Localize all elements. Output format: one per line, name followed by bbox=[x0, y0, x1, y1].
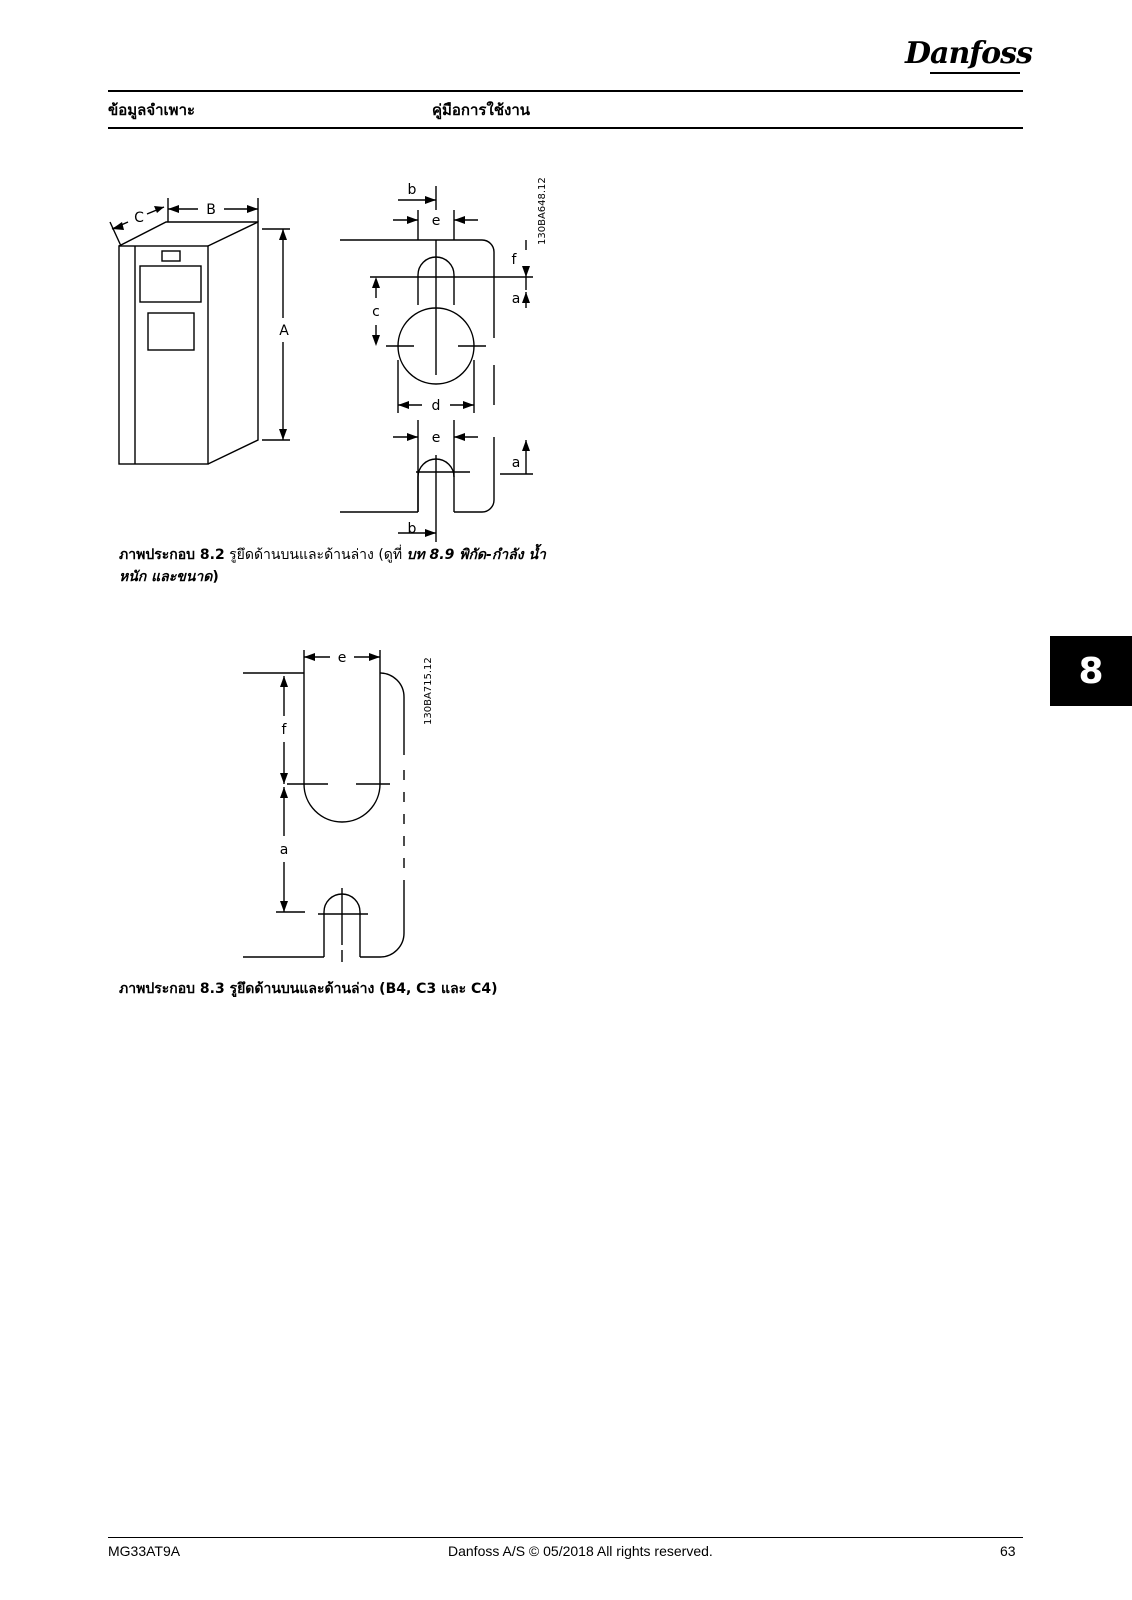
dim-label-a-top: a bbox=[511, 291, 521, 307]
caption-8-2-xref[interactable]: บท 8.9 พิกัด-กำลัง น้ำหนัก และขนาด bbox=[119, 547, 546, 585]
caption-8-2-prefix: ภาพประกอบ 8.2 bbox=[119, 547, 225, 563]
footer-page-number: 63 bbox=[1000, 1543, 1016, 1559]
danfoss-logo: Danfoss bbox=[905, 36, 1032, 71]
header-section-title: ข้อมูลจำเพาะ bbox=[108, 101, 196, 119]
caption-8-3-prefix: ภาพประกอบ 8.3 bbox=[119, 981, 225, 997]
dim-label-e-top: e bbox=[431, 213, 441, 229]
dim-label-A: A bbox=[279, 323, 289, 339]
dim-label-b-bottom: b bbox=[407, 521, 417, 537]
dim-label-e-fig2: e bbox=[337, 650, 347, 666]
dim-label-f-fig2: f bbox=[281, 722, 287, 738]
dim-label-f: f bbox=[511, 252, 517, 268]
figure-8-2-code: 130BA648.12 bbox=[537, 177, 548, 245]
header-manual-title: คู่มือการใช้งาน bbox=[432, 101, 530, 119]
dim-label-a-bottom: a bbox=[511, 455, 521, 471]
footer-doc-id: MG33AT9A bbox=[108, 1543, 181, 1559]
footer-rule bbox=[108, 1537, 1023, 1538]
dim-label-a-fig2: a bbox=[279, 842, 289, 858]
caption-8-3-text: รูยึดด้านบนและด้านล่าง (B4, C3 และ C4) bbox=[224, 981, 498, 997]
figure-8-3-code: 130BA715.12 bbox=[423, 657, 434, 725]
caption-8-2-text: รูยึดด้านบนและด้านล่าง (ดูที่ bbox=[224, 547, 407, 563]
dim-label-c: c bbox=[372, 304, 380, 320]
dim-label-C: C bbox=[134, 210, 144, 226]
dim-label-B: B bbox=[206, 202, 216, 218]
slot-bottom-arc bbox=[304, 784, 380, 822]
chapter-tab: 8 bbox=[1050, 636, 1132, 706]
dim-label-b-top: b bbox=[407, 182, 417, 198]
dim-label-e-bottom: e bbox=[431, 430, 441, 446]
footer-copyright: Danfoss A/S © 05/2018 All rights reserved. bbox=[448, 1543, 713, 1559]
figure-8-3-caption bbox=[119, 978, 619, 1000]
caption-8-2-end: ) bbox=[212, 569, 219, 585]
dim-label-d: d bbox=[431, 398, 441, 414]
